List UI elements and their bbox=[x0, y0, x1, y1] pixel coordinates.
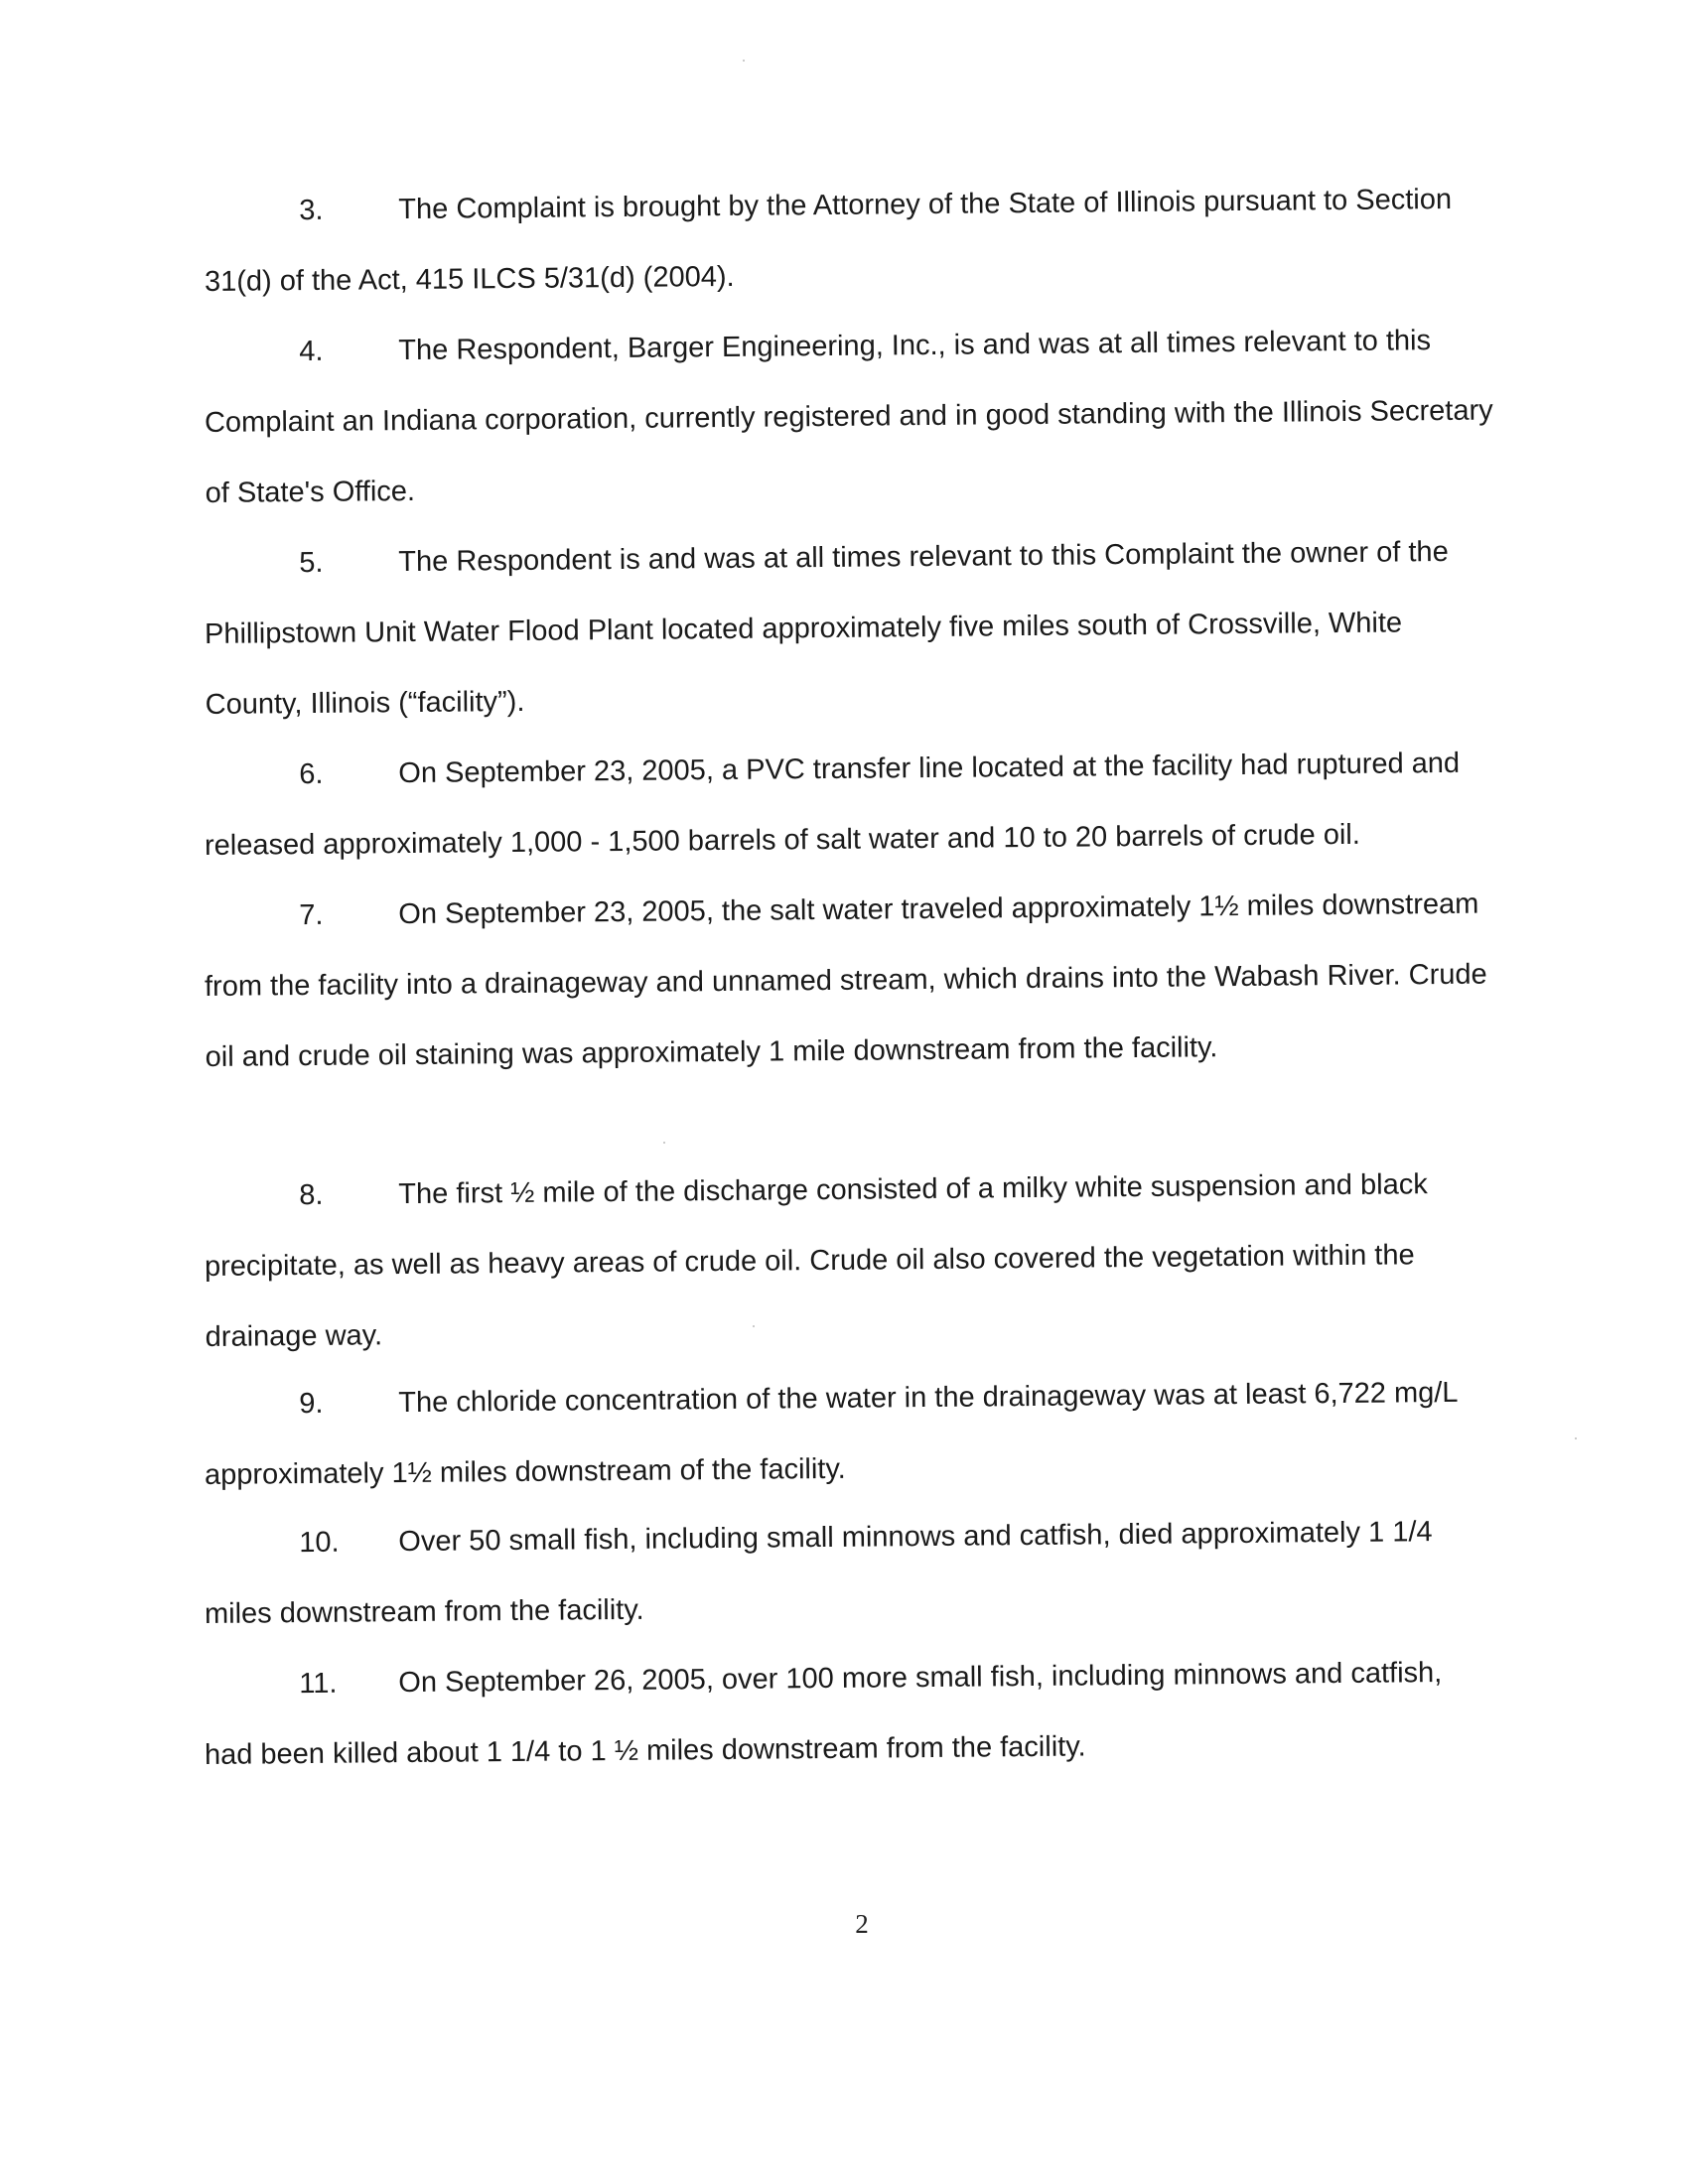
paragraph-4 bbox=[204, 306, 1496, 529]
paragraph-text: On September 26, 2005, over 100 more small fish, including minnows and catfish, had been killed about 1 1/4 to 1 ½ miles downstream from the facility. bbox=[204, 1657, 1443, 1771]
paragraph-text: The chloride concentration of the water in the drainageway was at least 6,722 mg/L approximately 1½ miles downstream of the facility. bbox=[204, 1376, 1458, 1491]
paragraph-text: The Respondent is and was at all times relevant to this Complaint the owner of the Phillipstown Unit Water Flood Plant located approximately five miles south of Crossville, White County, Illinois (“facility”). bbox=[204, 535, 1449, 721]
scan-speck bbox=[743, 60, 745, 62]
paragraph-text: On September 23, 2005, a PVC transfer line located at the facility had ruptured and released approximately 1,000 - 1,500 barrels of salt water and 10 to 20 barrels of crude oil. bbox=[204, 747, 1461, 862]
paragraph-text: The first ½ mile of the discharge consisted of a milky white suspension and black precipitate, as well as heavy areas of crude oil. Crude oil also covered the vegetation within the drainage way. bbox=[204, 1168, 1428, 1353]
paragraph-9 bbox=[204, 1358, 1495, 1511]
paragraph-text: The Respondent, Barger Engineering, Inc., is and was at all times relevant to this Complaint an Indiana corporation, currently registered and in good standing with the Illinois Secretary of State's Office. bbox=[204, 325, 1493, 509]
paragraph-6 bbox=[204, 729, 1495, 882]
paragraph-10 bbox=[204, 1497, 1495, 1650]
paragraph-3 bbox=[204, 165, 1495, 318]
paragraph-8 bbox=[204, 1150, 1496, 1373]
paragraph-number: 6. bbox=[299, 757, 324, 791]
paragraph-number: 3. bbox=[299, 194, 324, 227]
paragraph-number: 9. bbox=[299, 1387, 324, 1421]
page-number: 2 bbox=[855, 1909, 869, 1939]
paragraph-7 bbox=[204, 870, 1496, 1093]
scan-speck bbox=[1575, 1437, 1577, 1439]
paragraph-11 bbox=[204, 1638, 1495, 1791]
paragraph-number: 8. bbox=[299, 1178, 324, 1212]
scan-speck bbox=[753, 1325, 755, 1327]
paragraph-number: 4. bbox=[299, 335, 324, 368]
scan-speck bbox=[663, 1142, 665, 1144]
paragraph-5 bbox=[204, 517, 1496, 741]
paragraph-text: The Complaint is brought by the Attorney of the State of Illinois pursuant to Section 31(d) of the Act, 415 ILCS 5/31(d) (2004). bbox=[204, 183, 1453, 298]
paragraph-number: 11. bbox=[299, 1667, 338, 1701]
paragraph-text: Over 50 small fish, including small minnows and catfish, died approximately 1 1/4 miles downstream from the facility. bbox=[204, 1516, 1433, 1630]
paragraph-number: 5. bbox=[299, 546, 324, 580]
paragraph-number: 10. bbox=[299, 1526, 340, 1560]
paragraph-text: On September 23, 2005, the salt water traveled approximately 1½ miles downstream from the facility into a drainageway and unnamed stream, which drains into the Wabash River. Crude oil and crude oil staining was approximately 1 mile downstream from the facility. bbox=[204, 887, 1487, 1073]
paragraph-number: 7. bbox=[299, 898, 324, 932]
